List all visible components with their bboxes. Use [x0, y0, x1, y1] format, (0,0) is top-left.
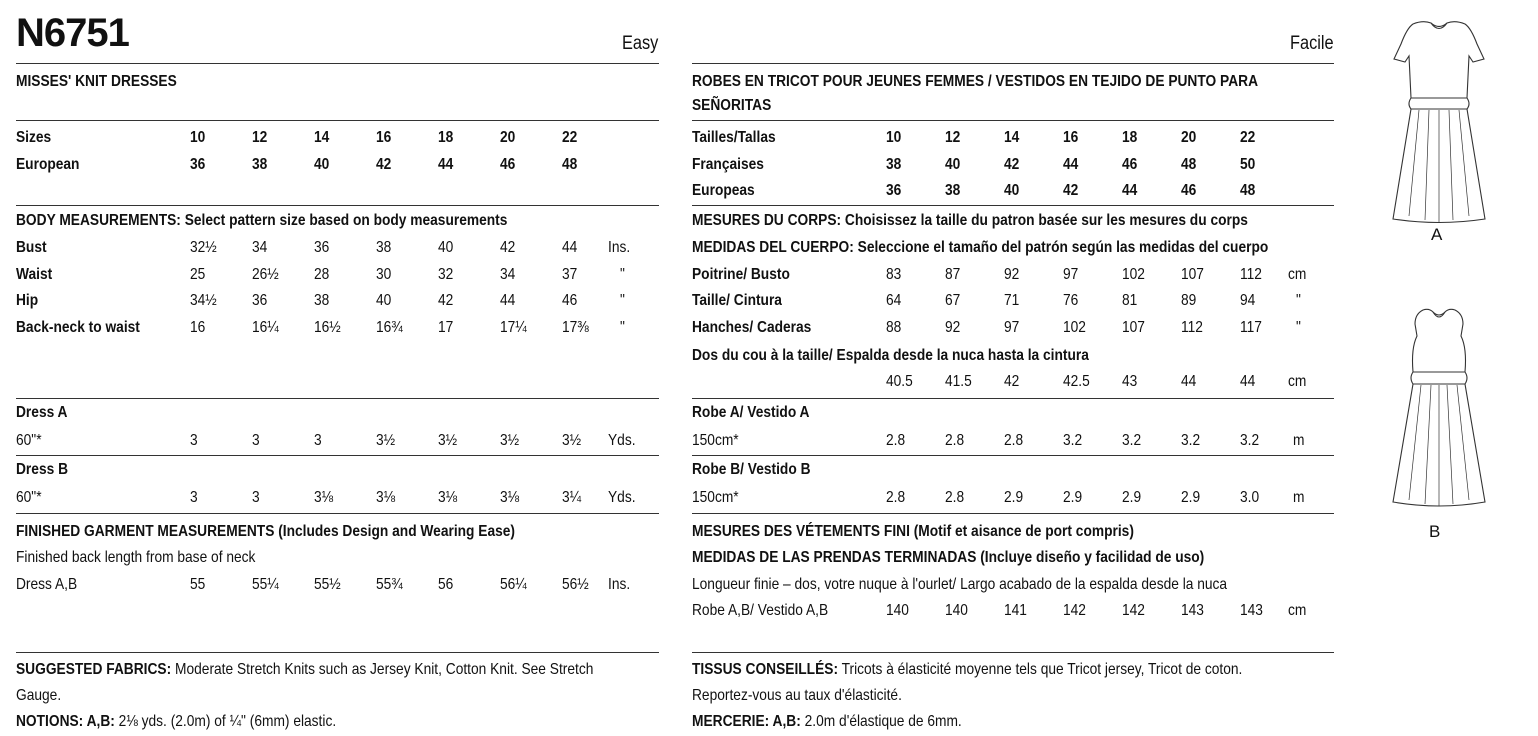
body-measure-cell: 92: [945, 319, 961, 336]
yardage-cell: 3⅛: [438, 489, 458, 506]
finished-cell: 56½: [562, 576, 589, 593]
body-measure-cell: 94: [1240, 292, 1256, 309]
body-measure-cell: 87: [945, 266, 961, 283]
notions-en: NOTIONS: A,B: 2⅛ yds. (2.0m) of ¼" (6mm) elastic.: [16, 713, 337, 730]
body-measure-cell: 81: [1122, 292, 1138, 309]
body-unit: ": [1296, 319, 1301, 336]
size-cell: 14: [314, 129, 330, 146]
body-measure-cell: 89: [1181, 292, 1197, 309]
body-unit: ": [620, 319, 625, 336]
finished-cell: 141: [1004, 602, 1027, 619]
finished-cell: 143: [1181, 602, 1204, 619]
body-row-label: Hanches/ Caderas: [692, 319, 812, 336]
body-measure-cell: 36: [252, 292, 268, 309]
yardage-cell: 3: [190, 432, 198, 449]
rule: [16, 398, 659, 399]
body-measure-cell: 34: [500, 266, 516, 283]
yardage-cell: 3½: [438, 432, 458, 449]
yardage-cell: 3½: [376, 432, 396, 449]
body-measure-cell: 107: [1122, 319, 1145, 336]
finished-cell: 55: [190, 576, 206, 593]
body-measure-cell: 76: [1063, 292, 1079, 309]
yardage-cell: 3.2: [1122, 432, 1142, 449]
body-measure-cell: 38: [376, 239, 392, 256]
yardage-cell: 3.2: [1181, 432, 1201, 449]
body-unit: ": [620, 292, 625, 309]
body-measure-cell: 16: [190, 319, 206, 336]
dress-a-label: Dress A: [16, 404, 68, 421]
body-measure-cell: 40: [438, 239, 454, 256]
finished-cell: 56: [438, 576, 454, 593]
body-measure-cell: 37: [562, 266, 578, 283]
european-size-cell: 48: [562, 156, 578, 173]
body-measure-cell: 67: [945, 292, 961, 309]
yardage-cell: 3.0: [1240, 489, 1260, 506]
body-measure-cell: 40: [376, 292, 392, 309]
rule: [16, 63, 659, 64]
yardage-cell: 2.8: [886, 432, 906, 449]
body-measure-cell: 102: [1063, 319, 1086, 336]
rule: [16, 652, 659, 653]
francaise-size-cell: 50: [1240, 156, 1256, 173]
body-measure-cell: 88: [886, 319, 902, 336]
finished-heading-fr: MESURES DES VÉTEMENTS FINI (Motif et aisance de port compris): [692, 523, 1134, 540]
yardage-cell: 2.8: [1004, 432, 1024, 449]
finished-cell: 56¼: [500, 576, 527, 593]
europea-size-cell: 40: [1004, 182, 1020, 199]
back-measure-cell: 42: [1004, 373, 1020, 390]
finished-label-en: Dress A,B: [16, 576, 78, 593]
europea-size-cell: 48: [1240, 182, 1256, 199]
size-cell: 20: [500, 129, 516, 146]
body-measure-cell: 97: [1063, 266, 1079, 283]
yardage-cell: 3: [190, 489, 198, 506]
rule: [692, 398, 1334, 399]
fabrics-en: SUGGESTED FABRICS: Moderate Stretch Knits such as Jersey Knit, Cotton Knit. See Stretch: [16, 661, 594, 678]
yardage-cell: 3⅛: [500, 489, 520, 506]
dress-a-unit: Yds.: [608, 432, 636, 449]
size-cell: 12: [945, 129, 961, 146]
body-measure-cell: 34½: [190, 292, 217, 309]
body-measure-cell: 30: [376, 266, 392, 283]
body-measure-cell: 25: [190, 266, 206, 283]
robe-a-label: Robe A/ Vestido A: [692, 404, 810, 421]
yardage-cell: 2.8: [945, 489, 965, 506]
finished-sub-en: Finished back length from base of neck: [16, 549, 256, 566]
yardage-cell: 3⅛: [314, 489, 334, 506]
rule: [692, 455, 1334, 456]
back-measure-cell: 41.5: [945, 373, 972, 390]
body-measure-cell: 97: [1004, 319, 1020, 336]
body-heading-fr: MESURES DU CORPS: Choisissez la taille du patron basée sur les mesures du corps: [692, 212, 1248, 229]
fabrics-en-cont: Gauge.: [16, 687, 62, 704]
europea-size-cell: 36: [886, 182, 902, 199]
body-measure-cell: 36: [314, 239, 330, 256]
body-unit: ": [1296, 292, 1301, 309]
notions-fr: MERCERIE: A,B: 2.0m d'élastique de 6mm.: [692, 713, 962, 730]
back-unit-fr: cm: [1288, 373, 1307, 390]
francaise-size-cell: 46: [1122, 156, 1138, 173]
yardage-cell: 3½: [500, 432, 520, 449]
difficulty-fr: Facile: [1290, 33, 1334, 54]
francaise-size-cell: 38: [886, 156, 902, 173]
finished-unit-fr: cm: [1288, 602, 1307, 619]
body-measure-cell: 42: [500, 239, 516, 256]
size-cell: 14: [1004, 129, 1020, 146]
european-size-cell: 40: [314, 156, 330, 173]
yardage-cell: 3⅛: [376, 489, 396, 506]
body-measure-cell: 16¼: [252, 319, 279, 336]
yardage-cell: 3¼: [562, 489, 582, 506]
robe-a-width: 150cm*: [692, 432, 739, 449]
yardage-cell: 3½: [562, 432, 582, 449]
rule: [16, 120, 659, 121]
body-row-label: Taille/ Cintura: [692, 292, 782, 309]
body-measure-cell: 16½: [314, 319, 341, 336]
difficulty-en: Easy: [622, 33, 659, 54]
body-measure-cell: 102: [1122, 266, 1145, 283]
body-row-label: Back-neck to waist: [16, 319, 140, 336]
body-row-label: Bust: [16, 239, 47, 256]
body-measure-cell: 42: [438, 292, 454, 309]
dress-a-width: 60"*: [16, 432, 42, 449]
back-measure-cell: 44: [1181, 373, 1197, 390]
body-measure-cell: 83: [886, 266, 902, 283]
finished-cell: 55½: [314, 576, 341, 593]
robe-b-unit: m: [1293, 489, 1305, 506]
european-size-cell: 44: [438, 156, 454, 173]
dress-b-label: Dress B: [16, 461, 69, 478]
fabrics-fr-cont: Reportez-vous au taux d'élasticité.: [692, 687, 902, 704]
size-cell: 20: [1181, 129, 1197, 146]
body-measure-cell: 44: [500, 292, 516, 309]
body-row-label: Hip: [16, 292, 39, 309]
robe-b-label: Robe B/ Vestido B: [692, 461, 811, 478]
rule: [16, 455, 659, 456]
back-measure-cell: 40.5: [886, 373, 913, 390]
rule: [692, 63, 1334, 64]
european-size-cell: 38: [252, 156, 268, 173]
yardage-cell: 3.2: [1240, 432, 1260, 449]
finished-cell: 55¼: [252, 576, 279, 593]
figure-b-label: B: [1429, 522, 1441, 541]
yardage-cell: 3: [252, 432, 260, 449]
size-cell: 18: [438, 129, 454, 146]
rule: [16, 513, 659, 514]
body-measure-cell: 17: [438, 319, 454, 336]
europea-size-cell: 42: [1063, 182, 1079, 199]
body-measure-cell: 71: [1004, 292, 1020, 309]
body-row-label: Waist: [16, 266, 53, 283]
tailles-label: Tailles/Tallas: [692, 129, 776, 146]
european-size-cell: 46: [500, 156, 516, 173]
francaises-label: Françaises: [692, 156, 764, 173]
title-fr-es-line1: ROBES EN TRICOT POUR JEUNES FEMMES / VESTIDOS EN TEJIDO DE PUNTO PARA: [692, 73, 1259, 90]
figure-a-label: A: [1431, 225, 1443, 244]
body-unit: ": [620, 266, 625, 283]
body-measure-cell: 32: [438, 266, 454, 283]
body-measure-cell: 34: [252, 239, 268, 256]
europea-size-cell: 38: [945, 182, 961, 199]
body-measure-cell: 112: [1240, 266, 1262, 283]
body-measure-cell: 64: [886, 292, 902, 309]
body-measure-cell: 44: [562, 239, 578, 256]
body-unit: Ins.: [608, 239, 631, 256]
size-cell: 18: [1122, 129, 1138, 146]
size-cell: 22: [1240, 129, 1256, 146]
european-size-cell: 42: [376, 156, 392, 173]
finished-heading-en: FINISHED GARMENT MEASUREMENTS (Includes Design and Wearing Ease): [16, 523, 516, 540]
body-measure-cell: 107: [1181, 266, 1204, 283]
yardage-cell: 3: [252, 489, 260, 506]
body-measure-cell: 16¾: [376, 319, 403, 336]
yardage-cell: 3.2: [1063, 432, 1083, 449]
body-measure-cell: 112: [1181, 319, 1203, 336]
finished-cell: 142: [1122, 602, 1145, 619]
yardage-cell: 2.9: [1181, 489, 1201, 506]
europea-size-cell: 44: [1122, 182, 1138, 199]
dress-a-illustration: [1385, 14, 1495, 224]
size-cell: 16: [1063, 129, 1079, 146]
yardage-cell: 2.9: [1122, 489, 1142, 506]
size-cell: 10: [886, 129, 902, 146]
robe-a-unit: m: [1293, 432, 1305, 449]
rule: [692, 120, 1334, 121]
yardage-cell: 3: [314, 432, 322, 449]
finished-cell: 140: [945, 602, 968, 619]
size-cell: 16: [376, 129, 392, 146]
body-measure-cell: 46: [562, 292, 578, 309]
european-size-cell: 36: [190, 156, 206, 173]
back-measure-cell: 42.5: [1063, 373, 1090, 390]
back-label-fr: Dos du cou à la taille/ Espalda desde la nuca hasta la cintura: [692, 347, 1089, 364]
finished-unit-en: Ins.: [608, 576, 631, 593]
finished-cell: 140: [886, 602, 909, 619]
europea-size-cell: 46: [1181, 182, 1197, 199]
rule: [692, 205, 1334, 206]
europeas-label: Europeas: [692, 182, 755, 199]
body-measure-cell: 117: [1240, 319, 1262, 336]
dress-b-width: 60"*: [16, 489, 42, 506]
francaise-size-cell: 42: [1004, 156, 1020, 173]
rule: [692, 652, 1334, 653]
body-heading-en: BODY MEASUREMENTS: Select pattern size based on body measurements: [16, 212, 508, 229]
sizes-label: Sizes: [16, 129, 52, 146]
yardage-cell: 2.8: [886, 489, 906, 506]
dress-b-illustration: [1385, 306, 1495, 510]
finished-cell: 142: [1063, 602, 1086, 619]
robe-b-width: 150cm*: [692, 489, 739, 506]
francaise-size-cell: 44: [1063, 156, 1079, 173]
size-cell: 10: [190, 129, 206, 146]
rule: [16, 205, 659, 206]
rule: [692, 513, 1334, 514]
finished-heading-es: MEDIDAS DE LAS PRENDAS TERMINADAS (Incluye diseño y facilidad de uso): [692, 549, 1205, 566]
yardage-cell: 2.9: [1004, 489, 1024, 506]
european-label: European: [16, 156, 80, 173]
yardage-cell: 2.9: [1063, 489, 1083, 506]
finished-sub-fr: Longueur finie – dos, votre nuque à l'ourlet/ Largo acabado de la espalda desde la nuca: [692, 576, 1228, 593]
francaise-size-cell: 40: [945, 156, 961, 173]
francaise-size-cell: 48: [1181, 156, 1197, 173]
back-measure-cell: 43: [1122, 373, 1138, 390]
body-measure-cell: 32½: [190, 239, 217, 256]
finished-cell: 143: [1240, 602, 1263, 619]
title-en: MISSES' KNIT DRESSES: [16, 73, 177, 90]
finished-cell: 55¾: [376, 576, 403, 593]
body-heading-es: MEDIDAS DEL CUERPO: Seleccione el tamaño del patrón según las medidas del cuerpo: [692, 239, 1269, 256]
fabrics-fr: TISSUS CONSEILLÉS: Tricots à élasticité moyenne tels que Tricot jersey, Tricot de coton.: [692, 661, 1243, 678]
body-measure-cell: 17¼: [500, 319, 527, 336]
body-measure-cell: 28: [314, 266, 330, 283]
body-unit: cm: [1288, 266, 1307, 283]
yardage-cell: 2.8: [945, 432, 965, 449]
title-fr-es-line2: SEÑORITAS: [692, 97, 772, 114]
finished-label-fr: Robe A,B/ Vestido A,B: [692, 602, 829, 619]
body-measure-cell: 38: [314, 292, 330, 309]
body-measure-cell: 17⅜: [562, 319, 589, 336]
body-measure-cell: 26½: [252, 266, 279, 283]
body-measure-cell: 92: [1004, 266, 1020, 283]
body-row-label: Poitrine/ Busto: [692, 266, 790, 283]
back-measure-cell: 44: [1240, 373, 1256, 390]
pattern-number: N6751: [16, 11, 129, 55]
size-cell: 12: [252, 129, 268, 146]
dress-b-unit: Yds.: [608, 489, 636, 506]
size-cell: 22: [562, 129, 578, 146]
